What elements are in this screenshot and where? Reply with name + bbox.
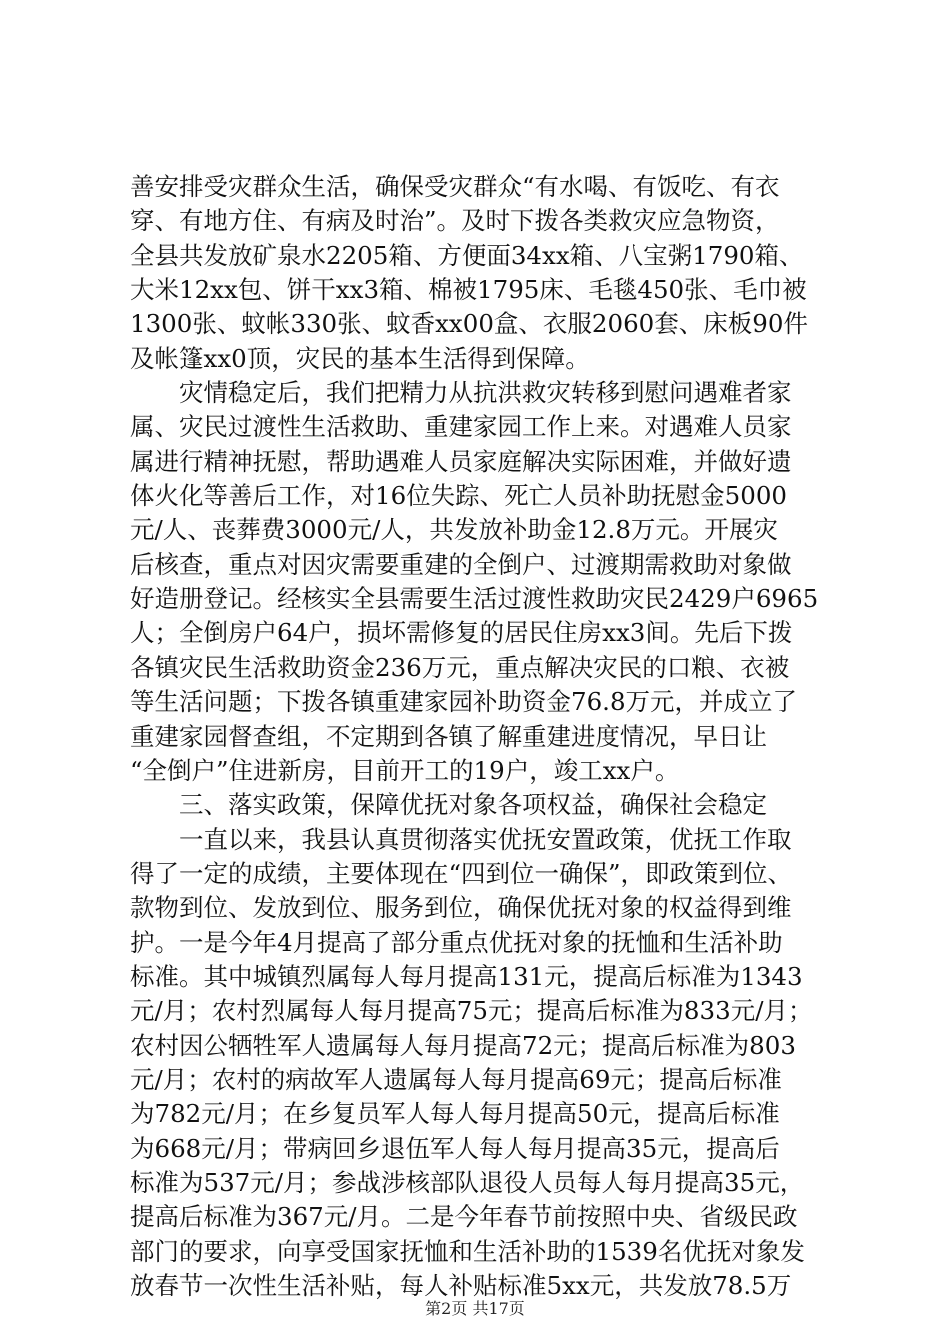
text-line: 人；全倒房户64户，损坏需修复的居民住房xx3间。先后下拨: [130, 618, 793, 648]
text-line: 农村因公牺牲军人遗属每人每月提高72元；提高后标准为803: [130, 1030, 796, 1060]
body-text: [130, 170, 830, 1303]
text-line: 元/月；农村的病故军人遗属每人每月提高69元；提高后标准: [130, 1064, 782, 1094]
text-line: 后核查，重点对因灾需要重建的全倒户、过渡期需救助对象做: [130, 549, 792, 579]
text-line: 一直以来，我县认真贯彻落实优抚安置政策，优抚工作取: [179, 824, 792, 854]
text-line: 各镇灾民生活救助资金236万元，重点解决灾民的口粮、衣被: [130, 652, 790, 682]
text-line: 善安排受灾群众生活，确保受灾群众“有水喝、有饭吃、有衣: [130, 172, 780, 201]
text-line: 全县共发放矿泉水2205箱、方便面34xx箱、八宝粥1790箱、: [130, 240, 804, 270]
text-line: “全倒户”住进新房，目前开工的19户，竣工xx户。: [130, 755, 680, 785]
text-line: 放春节一次性生活补贴，每人补贴标准5xx元，共发放78.5万: [130, 1271, 792, 1300]
text-line: 款物到位、发放到位、服务到位，确保优抚对象的权益得到维: [130, 893, 792, 923]
text-line: 标准。其中城镇烈属每人每月提高131元，提高后标准为1343: [130, 961, 803, 991]
text-line: 部门的要求，向享受国家抚恤和生活补助的1539名优抚对象发: [130, 1236, 805, 1266]
text-line: 及帐篷xx0顶，灾民的基本生活得到保障。: [130, 343, 590, 373]
text-line: 护。一是今年4月提高了部分重点优抚对象的抚恤和生活补助: [130, 927, 783, 957]
text-line: 体火化等善后工作，对16位失踪、死亡人员补助抚慰金5000: [130, 481, 788, 511]
text-line: 等生活问题；下拨各镇重建家园补助资金76.8万元，并成立了: [130, 687, 798, 717]
text-line: 重建家园督查组，不定期到各镇了解重建进度情况，早日让: [130, 721, 767, 751]
text-line: 好造册登记。经核实全县需要生活过渡性救助灾民2429户6965: [130, 584, 819, 614]
text-line: 属、灾民过渡性生活救助、重建家园工作上来。对遇难人员家: [130, 412, 792, 442]
text-line: 穿、有地方住、有病及时治”。及时下拨各类救灾应急物资，: [130, 206, 780, 236]
text-line: 属进行精神抚慰，帮助遇难人员家庭解决实际困难，并做好遗: [130, 446, 792, 476]
text-line: 1300张、蚊帐330张、蚊香xx00盒、衣服2060套、床板90件: [130, 309, 808, 339]
text-line: 标准为537元/月；参战涉核部队退役人员每人每月提高35元，: [130, 1167, 805, 1197]
text-line: 为782元/月；在乡复员军人每人每月提高50元，提高后标准: [130, 1099, 780, 1129]
text-line: 元/人、丧葬费3000元/人，共发放补助金12.8万元。开展灾: [130, 515, 778, 545]
text-line: 提高后标准为367元/月。二是今年春节前按照中央、省级民政: [130, 1202, 798, 1232]
text-line: 得了一定的成绩，主要体现在“四到位一确保”，即政策到位、: [130, 858, 793, 888]
text-line: 灾情稳定后，我们把精力从抗洪救灾转移到慰问遇难者家: [179, 378, 792, 408]
page-footer: 第2页 共17页: [425, 1299, 525, 1318]
text-line: 大米12xx包、饼干xx3箱、棉被1795床、毛毯450张、毛巾被: [130, 275, 807, 305]
text-line: 为668元/月；带病回乡退伍军人每人每月提高35元，提高后: [130, 1133, 780, 1163]
section-heading: 三、落实政策，保障优抚对象各项权益，确保社会稳定: [179, 790, 767, 820]
text-line: 元/月；农村烈属每人每月提高75元；提高后标准为833元/月；: [130, 996, 813, 1026]
